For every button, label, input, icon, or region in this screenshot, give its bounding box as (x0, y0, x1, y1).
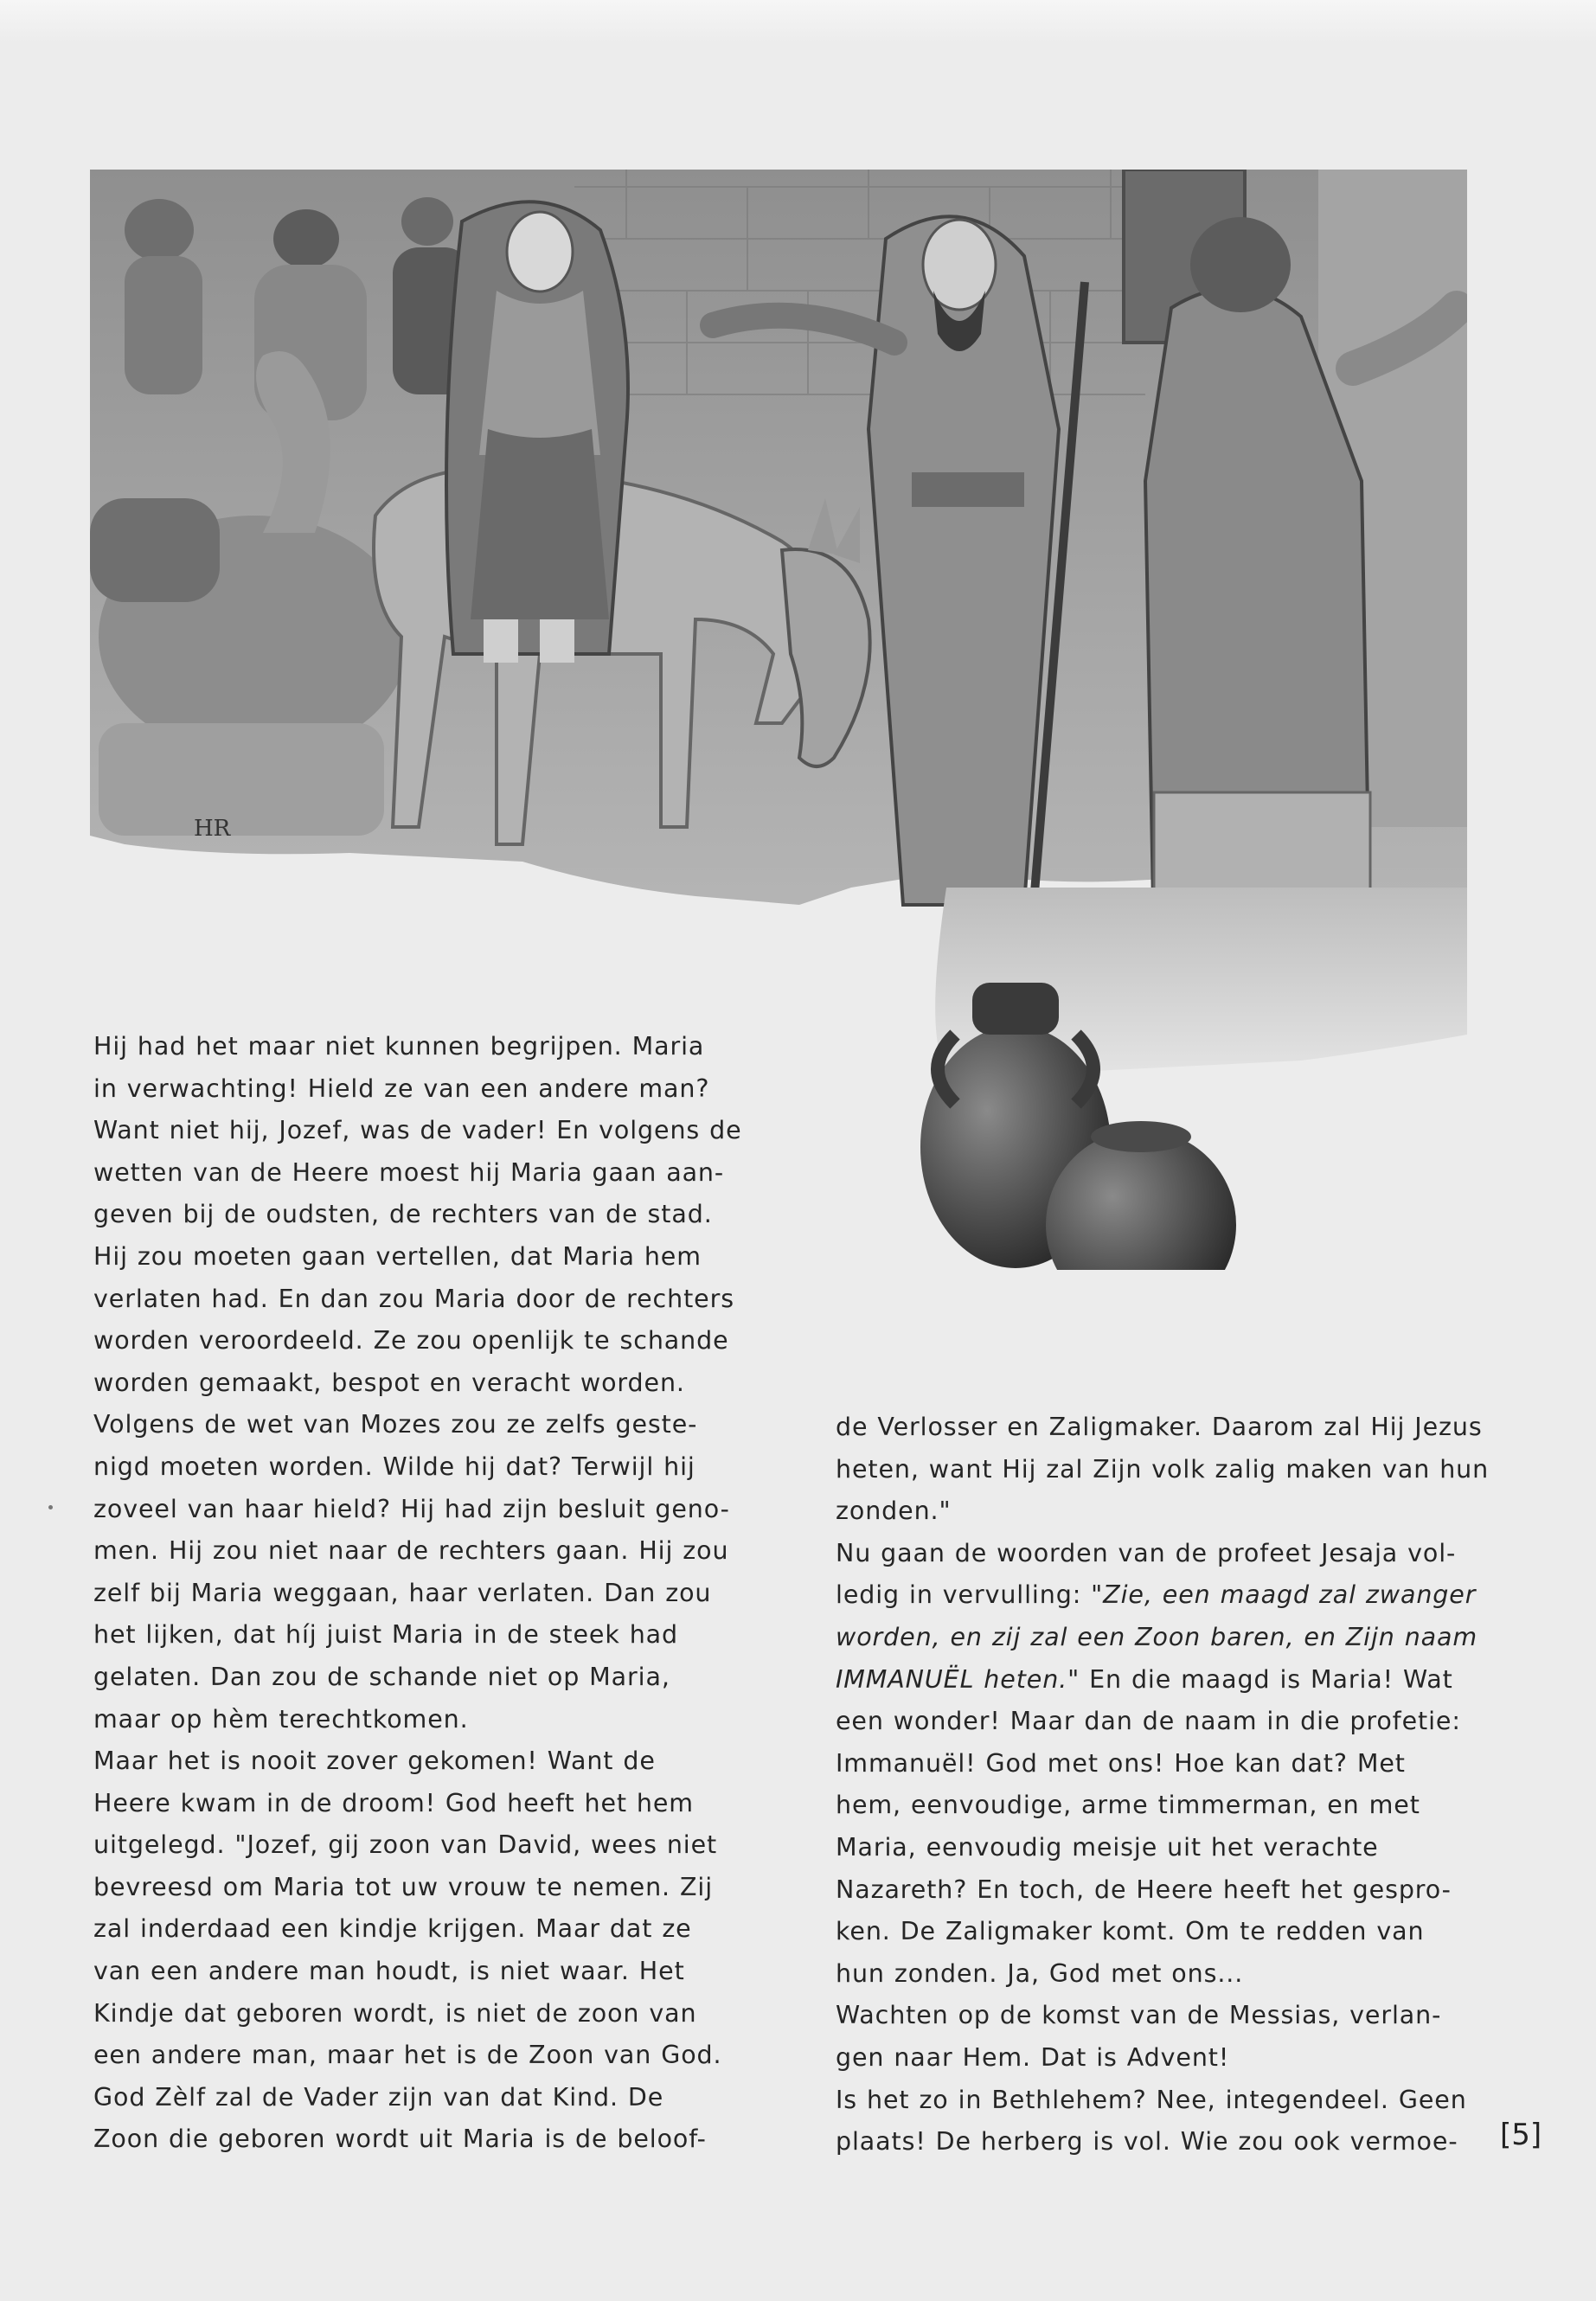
prophecy-quote: worden, en zij zal een Zoon baren, en Zijn naam (836, 1622, 1478, 1651)
text-line: Is het zo in Bethlehem? Nee, integendeel. Geen (836, 2085, 1467, 2114)
text-line: een andere man, maar het is de Zoon van God. (93, 2041, 722, 2070)
text-line: zal inderdaad een kindje krijgen. Maar dat ze (93, 1914, 692, 1944)
text-line: Nazareth? En toch, de Heere heeft het gespro- (836, 1875, 1452, 1904)
text-line: Hij zou moeten gaan vertellen, dat Maria hem (93, 1241, 702, 1271)
text-line: Want niet hij, Jozef, was de vader! En volgens de (93, 1116, 742, 1145)
text-line (836, 1659, 1489, 1702)
text-line: nigd moeten worden. Wilde hij dat? Terwijl hij (93, 1452, 695, 1481)
print-speck (48, 1505, 53, 1509)
text-line (836, 1574, 1489, 1617)
text-line: Kindje dat geboren wordt, is niet de zoon van (93, 1998, 697, 2028)
text-line: wetten van de Heere moest hij Maria gaan aan- (93, 1157, 725, 1187)
text-line: worden veroordeeld. Ze zou openlijk te schande (93, 1326, 729, 1356)
text-segment: En die maagd is Maria! Wat (1080, 1664, 1453, 1694)
text-line: men. Hij zou niet naar de rechters gaan. Hij zou (93, 1536, 729, 1566)
maria-figure (446, 202, 628, 663)
text-line: God Zèlf zal de Vader zijn van dat Kind. De (93, 2082, 664, 2112)
text-line: gelaten. Dan zou de schande niet op Maria, (93, 1662, 670, 1691)
text-line: verlaten had. En dan zou Maria door de rechters (93, 1284, 734, 1313)
text-line: Hij had het maar niet kunnen begrijpen. Maria (93, 1032, 705, 1061)
text-line: hem, eenvoudige, arme timmerman, en met (836, 1791, 1420, 1820)
text-line: in verwachting! Hield ze van een andere man? (93, 1074, 710, 1103)
text-line: de Verlosser en Zaligmaker. Daarom zal Hij Jezus (836, 1413, 1483, 1441)
text-line: ken. De Zaligmaker komt. Om te redden van (836, 1917, 1425, 1946)
text-line: een wonder! Maar dan de naam in die profetie: (836, 1707, 1461, 1736)
text-line: gen naar Hem. Dat is Advent! (836, 2042, 1230, 2072)
text-line: zelf bij Maria weggaan, haar verlaten. Dan zou (93, 1578, 712, 1607)
text-line: zoveel van haar hield? Hij had zijn besluit geno- (93, 1494, 730, 1523)
text-line: plaats! De herberg is vol. Wie zou ook vermoe- (836, 2127, 1458, 2157)
text-line (836, 1617, 1489, 1659)
text-line: Heere kwam in de droom! God heeft het hem (93, 1788, 694, 1817)
left-text-column (93, 1026, 742, 2161)
text-line: Maria, eenvoudig meisje uit het verachte (836, 1832, 1379, 1862)
text-line: Wachten op de komst van de Messias, verlan- (836, 2001, 1442, 2030)
text-line: maar op hèm terechtkomen. (93, 1704, 469, 1734)
text-line: geven bij de oudsten, de rechters van de stad. (93, 1200, 713, 1229)
text-line: van een andere man houdt, is niet waar. Het (93, 1957, 685, 1986)
right-text-column (836, 1407, 1489, 2163)
text-line: hun zonden. Ja, God met ons... (836, 1958, 1244, 1988)
text-line: Nu gaan de woorden van de profeet Jesaja vol- (836, 1538, 1457, 1567)
artist-signature: HR (194, 816, 231, 842)
prophecy-quote: IMMANUËL heten." (836, 1664, 1080, 1694)
text-line: Zoon die geboren wordt uit Maria is de beloof- (93, 2125, 707, 2154)
text-segment: ledig in vervulling: (836, 1580, 1092, 1610)
text-line: heten, want Hij zal Zijn volk zalig maken van hun (836, 1454, 1490, 1484)
text-line: worden gemaakt, bespot en veracht worden. (93, 1368, 685, 1397)
text-line: uitgelegd. "Jozef, gij zoon van David, wees niet (93, 1830, 718, 1860)
text-line: zonden." (836, 1497, 952, 1526)
text-line: Immanuël! God met ons! Hoe kan dat? Met (836, 1748, 1406, 1778)
page-number: [5] (1500, 2118, 1542, 2152)
text-line: het lijken, dat híj juist Maria in de steek had (93, 1620, 679, 1650)
prophecy-quote: "Zie, een maagd zal zwanger (1091, 1580, 1477, 1610)
text-line: Maar het is nooit zover gekomen! Want de (93, 1747, 656, 1776)
text-line: Volgens de wet van Mozes zou ze zelfs geste- (93, 1410, 698, 1439)
text-line: bevreesd om Maria tot uw vrouw te nemen. Zij (93, 1872, 714, 1901)
